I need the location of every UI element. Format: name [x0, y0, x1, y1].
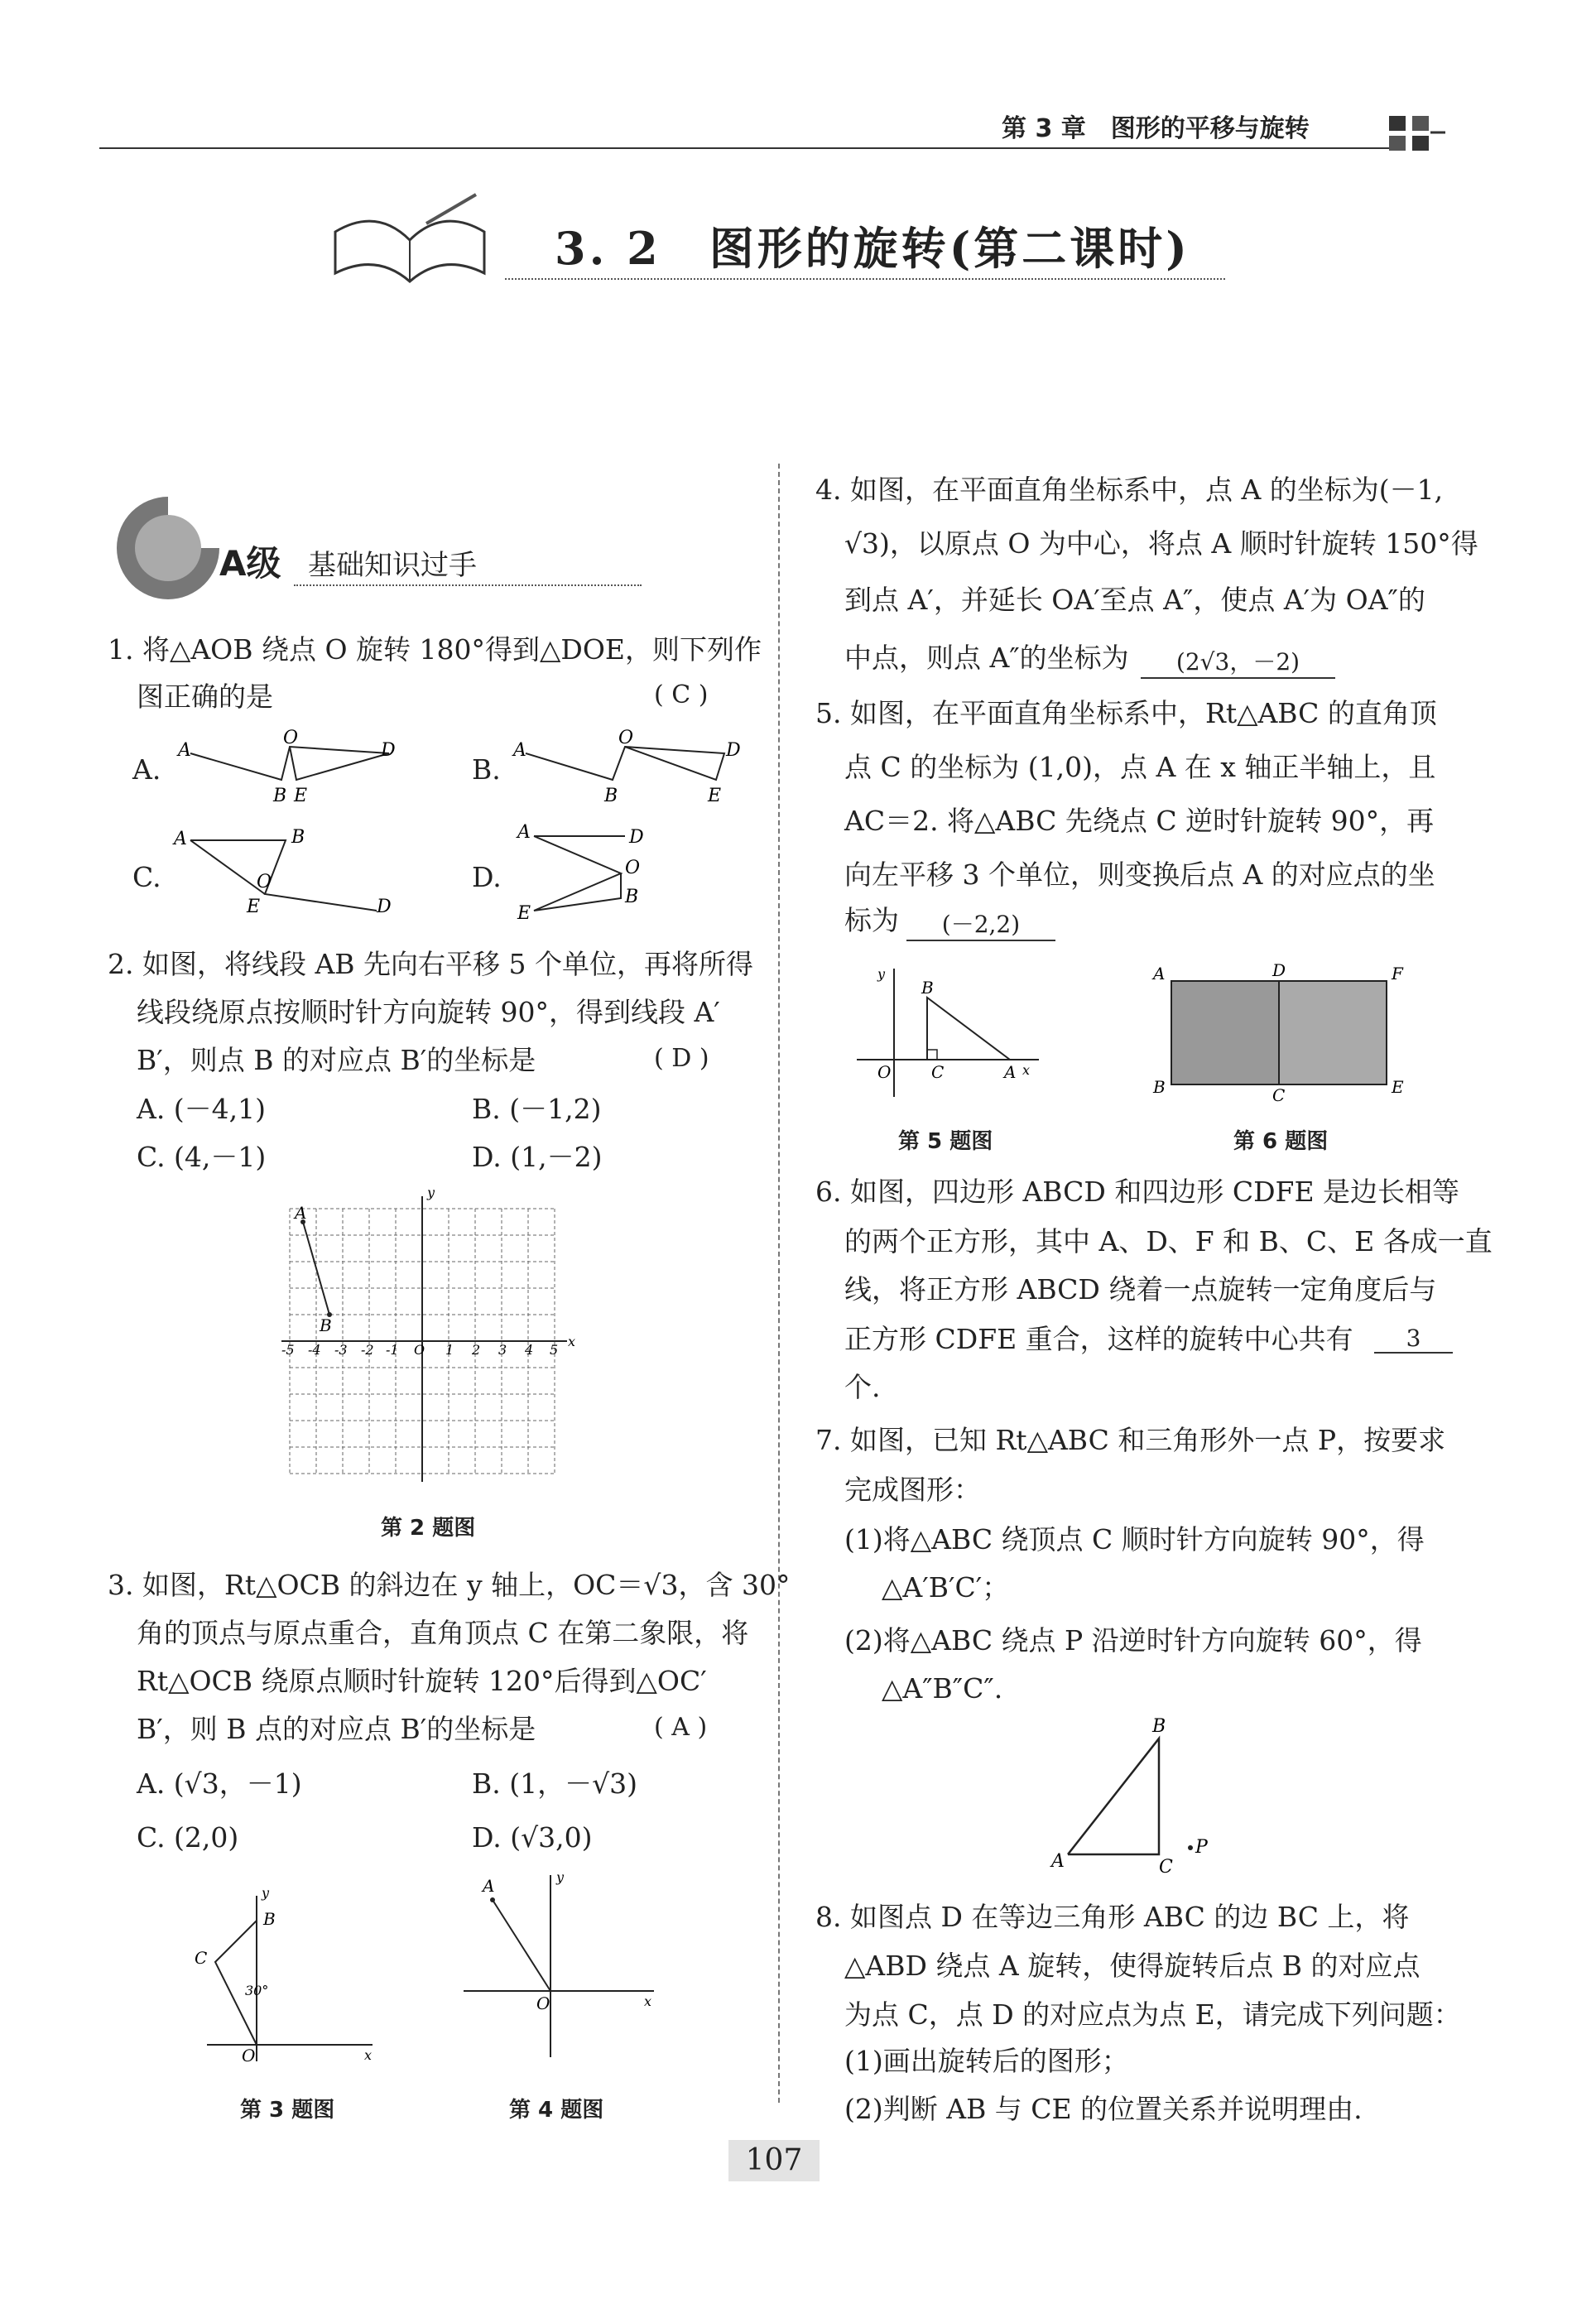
svg-text:y: y [262, 1885, 270, 1901]
q6-line2: 的两个正方形，其中 A、D、F 和 B、C、E 各成一直 [844, 1225, 1493, 1257]
svg-text:C: C [1159, 1857, 1173, 1878]
svg-text:B: B [1153, 1077, 1166, 1097]
q7-line6: △A″B″C″. [882, 1672, 1003, 1705]
svg-text:O: O [625, 858, 641, 878]
svg-text:30°: 30° [245, 1983, 269, 1998]
svg-text:O: O [242, 2046, 256, 2065]
q8-line4: (1)画出旋转后的图形； [844, 2045, 1129, 2077]
svg-text:D: D [1272, 960, 1286, 980]
svg-text:P: P [1195, 1837, 1208, 1858]
level-badge-icon [98, 488, 238, 604]
svg-text:O: O [536, 1993, 550, 2013]
q1-line1: 1. 将△AOB 绕点 O 旋转 180°得到△DOE，则下列作 [108, 633, 762, 666]
q4-line3: 到点 A′，并延长 OA′至点 A″，使点 A′为 OA″的 [844, 584, 1425, 616]
q3-option-d: D. (√3,0) [472, 1821, 593, 1854]
q5-caption: 第 5 题图 [898, 1129, 993, 1154]
q5-figure [848, 960, 1055, 1109]
svg-text:B: B [320, 1315, 332, 1335]
svg-text:B: B [273, 786, 287, 806]
svg-text:B: B [291, 827, 305, 848]
open-book-icon [327, 190, 493, 290]
svg-text:y: y [427, 1185, 435, 1200]
svg-text:E: E [1392, 1077, 1404, 1097]
svg-text:x: x [364, 2047, 373, 2063]
q2-grid-figure [265, 1184, 579, 1498]
q2-line2: 线段绕原点按顺时针方向旋转 90°，得到线段 A′ [137, 996, 720, 1028]
q1-figure-a [174, 729, 406, 811]
q8-line5: (2)判断 AB 与 CE 的位置关系并说明理由. [844, 2093, 1363, 2125]
chapter-header: 第 3 章 图形的平移与旋转 [1002, 114, 1310, 143]
q6-line3: 线，将正方形 ABCD 绕着一点旋转一定角度后与 [844, 1273, 1437, 1306]
svg-text:x: x [568, 1334, 576, 1349]
svg-text:B: B [263, 1909, 276, 1929]
q6-caption: 第 6 题图 [1233, 1129, 1329, 1154]
svg-text:F: F [1392, 964, 1403, 983]
q1-line2: 图正确的是 [137, 680, 273, 713]
q3-line4: B′，则 B 点的对应点 B′的坐标是 [137, 1713, 536, 1745]
svg-text:A: A [483, 1876, 495, 1896]
svg-text:4: 4 [525, 1342, 534, 1358]
svg-text:O: O [618, 729, 634, 748]
title-rule [505, 278, 1225, 280]
q1-option-c: C. [132, 861, 161, 893]
q4-answer-blank: (2√3，－2) [1141, 644, 1335, 679]
svg-text:A: A [178, 740, 191, 761]
q4-line1: 4. 如图，在平面直角坐标系中，点 A 的坐标为(－1, [815, 474, 1444, 506]
q8-line1: 8. 如图点 D 在等边三角形 ABC 的边 BC 上，将 [815, 1901, 1410, 1933]
q4-caption: 第 4 题图 [509, 2098, 604, 2123]
q2-answer: ( D ) [654, 1044, 709, 1073]
svg-text:C: C [931, 1062, 945, 1082]
q3-option-c: C. (2,0) [137, 1821, 239, 1854]
level-rule [294, 584, 642, 586]
q1-figure-c [166, 820, 397, 927]
q1-option-d: D. [472, 861, 502, 893]
svg-text:O: O [257, 872, 272, 892]
q2-option-a: A. (－4,1) [137, 1093, 267, 1125]
svg-text:-4: -4 [308, 1342, 321, 1358]
q7-line3: (1)将△ABC 绕顶点 C 顺时针方向旋转 90°，得 [844, 1523, 1425, 1556]
svg-text:B: B [625, 887, 639, 907]
svg-text:B: B [921, 978, 934, 998]
q7-line1: 7. 如图，已知 Rt△ABC 和三角形外一点 P，按要求 [815, 1424, 1446, 1456]
q5-line1: 5. 如图，在平面直角坐标系中，Rt△ABC 的直角顶 [815, 697, 1437, 729]
q4-line4: 中点，则点 A″的坐标为 [844, 642, 1129, 674]
svg-text:D: D [629, 827, 644, 848]
q7-line4: △A′B′C′； [882, 1571, 1010, 1604]
svg-text:A: A [1051, 1851, 1065, 1872]
q3-line1: 3. 如图，Rt△OCB 的斜边在 y 轴上，OC＝√3，含 30° [108, 1569, 791, 1601]
svg-text:-5: -5 [281, 1342, 295, 1358]
svg-text:A: A [174, 829, 187, 849]
q6-line4: 正方形 CDFE 重合，这样的旋转中心共有 [844, 1323, 1353, 1355]
q3-line3: Rt△OCB 绕原点顺时针旋转 120°后得到△OC′ [137, 1665, 707, 1697]
q2-line1: 2. 如图，将线段 AB 先向右平移 5 个单位，再将所得 [108, 948, 754, 980]
svg-text:A: A [1004, 1062, 1017, 1082]
q3-answer: ( A ) [654, 1713, 708, 1742]
q3-line2: 角的顶点与原点重合，直角顶点 C 在第二象限，将 [137, 1617, 749, 1649]
q3-caption: 第 3 题图 [240, 2098, 335, 2123]
svg-text:O: O [414, 1342, 425, 1358]
svg-text:y: y [877, 966, 886, 982]
q2-line3: B′，则点 B 的对应点 B′的坐标是 [137, 1044, 536, 1076]
svg-text:C: C [1272, 1085, 1286, 1105]
q1-option-a: A. [132, 753, 161, 786]
svg-text:B: B [1152, 1716, 1166, 1737]
q1-figure-d [509, 820, 691, 927]
svg-text:A: A [513, 740, 526, 761]
svg-text:D: D [377, 897, 392, 917]
svg-text:y: y [556, 1869, 565, 1885]
q4-figure [455, 1867, 662, 2065]
q2-option-c: C. (4,－1) [137, 1141, 267, 1173]
q6-line5: 个. [844, 1371, 881, 1403]
q4-line2: √3)，以原点 O 为中心，将点 A 顺时针旋转 150°得 [844, 527, 1478, 560]
svg-text:O: O [877, 1062, 892, 1082]
header-rule [99, 147, 1391, 149]
svg-text:1: 1 [445, 1342, 454, 1358]
q5-answer-blank: (－2,2) [906, 906, 1055, 941]
svg-text:-1: -1 [386, 1342, 399, 1358]
q5-line3: AC＝2. 将△ABC 先绕点 C 逆时针旋转 90°，再 [844, 805, 1435, 837]
svg-text:3: 3 [498, 1342, 507, 1358]
svg-text:E: E [708, 786, 722, 806]
q1-answer: ( C ) [654, 680, 709, 709]
q2-caption: 第 2 题图 [381, 1516, 476, 1541]
svg-text:E: E [247, 897, 261, 917]
q7-figure [1043, 1714, 1233, 1879]
svg-text:-3: -3 [334, 1342, 348, 1358]
q6-figure [1147, 956, 1420, 1105]
svg-text:C: C [195, 1948, 208, 1968]
q5-line5: 标为 [844, 904, 899, 936]
q5-line2: 点 C 的坐标为 (1,0)，点 A 在 x 轴正半轴上，且 [844, 751, 1436, 783]
q8-line2: △ABD 绕点 A 旋转，使得旋转后点 B 的对应点 [844, 1950, 1421, 1982]
q1-option-b: B. [472, 753, 501, 786]
column-divider [778, 464, 780, 2103]
svg-text:-2: -2 [361, 1342, 374, 1358]
q1-figure-b [509, 729, 749, 811]
q6-line1: 6. 如图，四边形 ABCD 和四边形 CDFE 是边长相等 [815, 1176, 1460, 1208]
q7-line2: 完成图形： [844, 1474, 981, 1506]
svg-text:E: E [294, 786, 308, 806]
page-number: 107 [728, 2140, 820, 2181]
q8-line3: 为点 C，点 D 的对应点为点 E，请完成下列问题： [844, 1998, 1461, 2031]
svg-text:x: x [644, 1993, 652, 2009]
svg-text:A: A [295, 1203, 307, 1223]
svg-text:O: O [283, 729, 299, 748]
svg-text:x: x [1022, 1062, 1031, 1078]
svg-text:A: A [1153, 964, 1166, 983]
level-label: A级 [219, 543, 281, 584]
q3-option-a: A. (√3，－1) [137, 1767, 302, 1800]
q3-figure [190, 1879, 381, 2070]
svg-text:D: D [381, 740, 396, 761]
svg-text:5: 5 [550, 1342, 559, 1358]
q2-option-d: D. (1,－2) [472, 1141, 603, 1173]
header-ornament-icon [1382, 108, 1449, 157]
svg-text:E: E [517, 903, 531, 924]
svg-text:B: B [604, 786, 618, 806]
svg-text:D: D [726, 740, 741, 761]
level-subtitle: 基础知识过手 [308, 549, 477, 582]
section-title: 3. 2 图形的旋转(第二课时) [555, 222, 1190, 275]
q2-option-b: B. (－1,2) [472, 1093, 602, 1125]
q5-line4: 向左平移 3 个单位，则变换后点 A 的对应点的坐 [844, 858, 1435, 891]
q7-line5: (2)将△ABC 绕点 P 沿逆时针方向旋转 60°，得 [844, 1624, 1422, 1657]
q3-option-b: B. (1，－√3) [472, 1767, 637, 1800]
svg-text:2: 2 [472, 1342, 481, 1358]
q6-answer-blank: 3 [1374, 1325, 1453, 1354]
svg-text:A: A [517, 822, 531, 843]
